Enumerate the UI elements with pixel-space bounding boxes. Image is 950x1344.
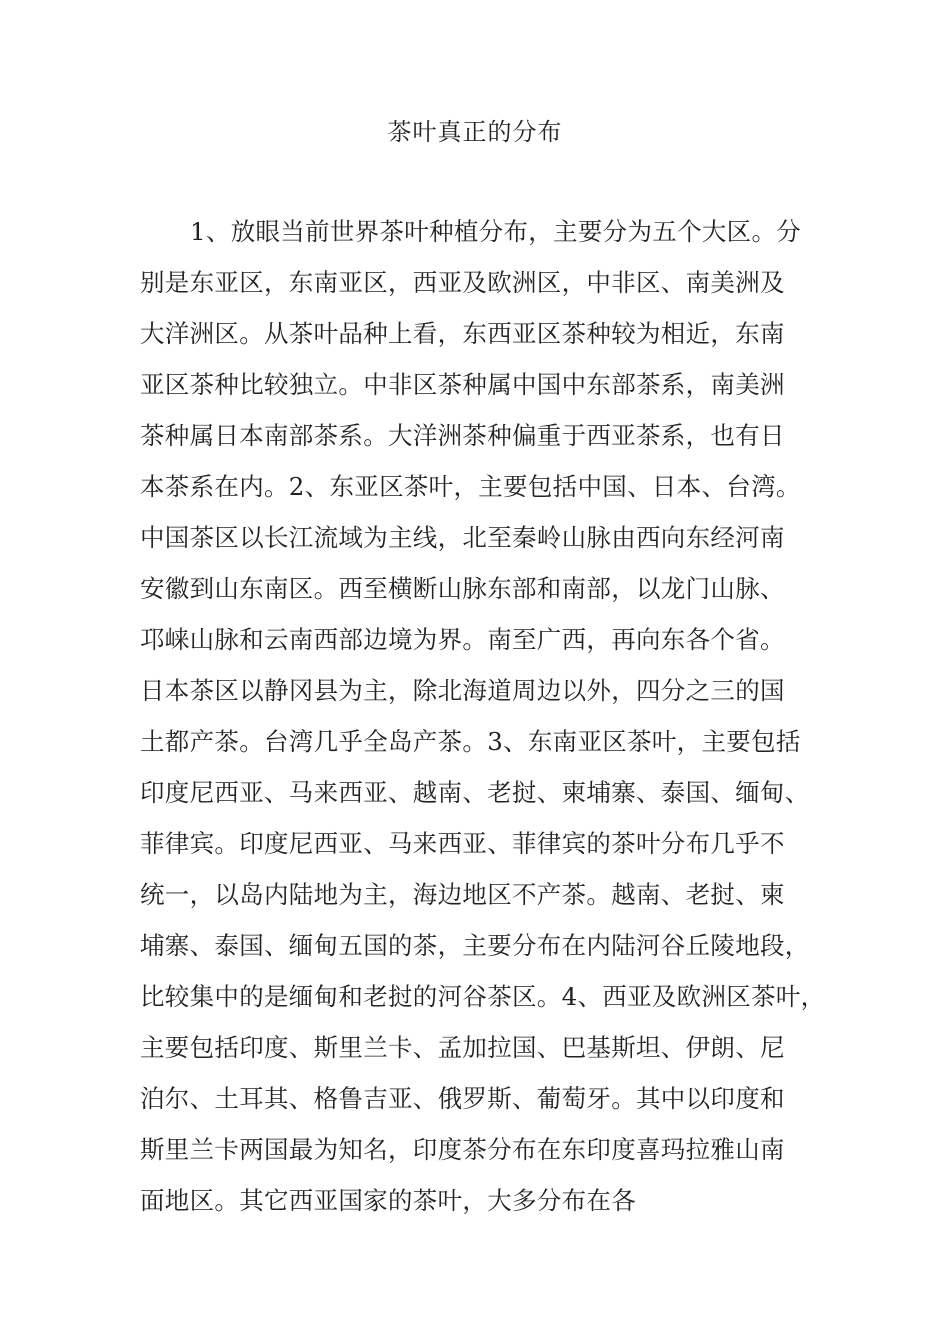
body-line: 大洋洲区。从茶叶品种上看，东西亚区茶种较为相近，东南 [140, 319, 785, 348]
body-line: 中国茶区以长江流域为主线，北至秦岭山脉由西向东经河南 [140, 523, 785, 552]
body-line: 斯里兰卡两国最为知名，印度茶分布在东印度喜玛拉雅山南 [140, 1135, 785, 1164]
document-body [140, 206, 840, 1226]
body-line: 安徽到山东南区。西至横断山脉东部和南部，以龙门山脉、 [140, 574, 785, 603]
body-line: 本茶系在内。2、东亚区茶叶，主要包括中国、日本、台湾。 [140, 472, 801, 501]
body-line: 统一，以岛内陆地为主，海边地区不产茶。越南、老挝、柬 [140, 880, 785, 909]
body-line: 泊尔、土耳其、格鲁吉亚、俄罗斯、葡萄牙。其中以印度和 [140, 1084, 785, 1113]
body-line: 菲律宾。印度尼西亚、马来西亚、菲律宾的茶叶分布几乎不 [140, 829, 785, 858]
body-line: 比较集中的是缅甸和老挝的河谷茶区。4、西亚及欧洲区茶叶， [140, 982, 826, 1011]
body-line: 别是东亚区，东南亚区，西亚及欧洲区，中非区、南美洲及 [140, 268, 785, 297]
body-line: 1、放眼当前世界茶叶种植分布，主要分为五个大区。分 [190, 217, 802, 246]
body-line: 土都产茶。台湾几乎全岛产茶。3、东南亚区茶叶，主要包括 [140, 727, 801, 756]
document-title: 茶叶真正的分布 [387, 118, 563, 146]
body-line: 邛崃山脉和云南西部边境为界。南至广西，再向东各个省。 [140, 625, 785, 654]
body-line: 亚区茶种比较独立。中非区茶种属中国中东部茶系，南美洲 [140, 370, 785, 399]
body-line: 茶种属日本南部茶系。大洋洲茶种偏重于西亚茶系，也有日 [140, 421, 785, 450]
body-line: 印度尼西亚、马来西亚、越南、老挝、柬埔寨、泰国、缅甸、 [140, 778, 810, 807]
body-line: 日本茶区以静冈县为主，除北海道周边以外，四分之三的国 [140, 676, 785, 705]
body-line: 面地区。其它西亚国家的茶叶，大多分布在各 [140, 1186, 636, 1215]
body-line: 埔寨、泰国、缅甸五国的茶，主要分布在内陆河谷丘陵地段， [140, 931, 810, 960]
body-line: 主要包括印度、斯里兰卡、孟加拉国、巴基斯坦、伊朗、尼 [140, 1033, 785, 1062]
